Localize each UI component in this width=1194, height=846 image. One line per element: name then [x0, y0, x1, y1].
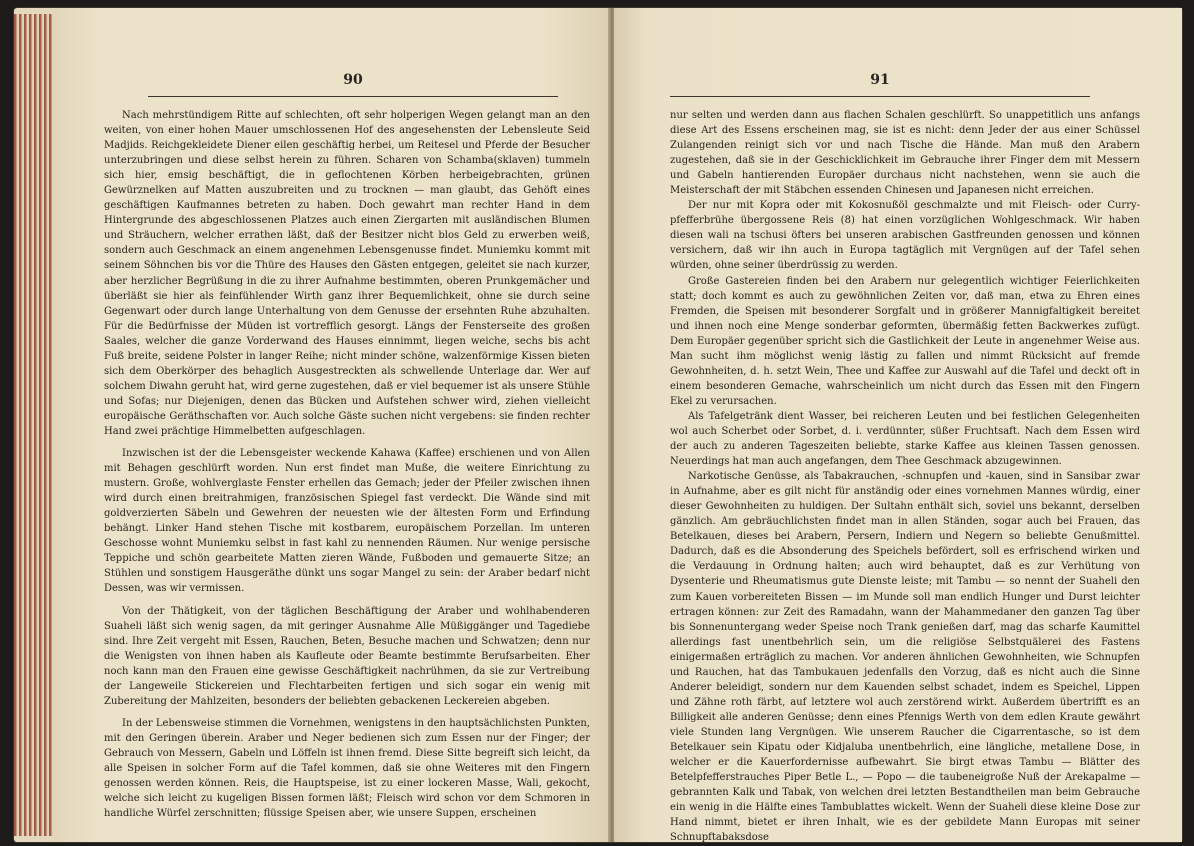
- paragraph: Nach mehrstündigem Ritte auf schlechten, oft sehr holperigen Wegen gelangt man an den weiten, von einer hohen Mauer umschlossenen Hof des angesehensten der Lebensleute Seid Madjids. Reichgekleidete Diener eilen geschäftig herbei, um Reitesel und Pferde der Besucher unterzubringen und diese selbst herein zu führen. Scharen von Schamba(sklaven) tummeln sich hier, emsig beschäftigt, die in geflochtenen Körben herbeigebrachten, grünen Gewürznelken auf Matten auszubreiten und zu trocknen — man glaubt, das Gehöft eines geschäftigen Kaufmannes betreten zu haben. Doch gewahrt man rechter Hand in dem Hintergrunde des abgeschlossenen Platzes auch einen Ziergarten mit ausländischen Blumen und Sträuchern, welcher errathen läßt, daß der Besitzer nicht blos Geld zu erwerben weiß, sondern auch Geschmack an einem angenehmen Lebensgenusse findet. Muniemku kommt mit seinem Söhnchen bis vor die Thüre des Hauses den Gästen entgegen, geleitet sie nach kurzer, aber herzlicher Begrüßung in die zu ihrer Aufnahme bestimmten, oberen Prunkgemächer und überläßt sie hier als feinfühlender Wirth ganz ihrer Bequemlichkeit, ohne sie durch seine Gegenwart oder durch lange Unterhaltung von dem Genusse der ersehnten Ruhe abzuhalten. Für die Bedürfnisse der Müden ist vortrefflich gesorgt. Längs der Fensterseite des großen Saales, welcher die ganze Vorderwand des Hauses einnimmt, liegen weiche, sechs bis acht Fuß breite, seidene Polster in langer Reihe; nicht minder schöne, walzenförmige Kissen bieten sich dem Oberkörper des behaglich Ausgestreckten als schwellende Unterlage dar. Wer auf solchem Diwahn geruht hat, wird gerne zugestehen, daß er viel bequemer ist als unsere Stühle und Sofas; nur Diejenigen, denen das Bücken und Aufstehen schwer wird, ziehen vielleicht europäische Geräthschaften vor. Auch solche Gäste suchen nicht vergebens: sie finden rechter Hand zwei prächtige Himmelbetten aufgeschlagen.: [104, 110, 590, 437]
- paragraph: In der Lebensweise stimmen die Vornehmen, wenigstens in den hauptsächlichsten Punkten, mit den Geringen überein. Araber und Neger bedienen sich zum Essen nur der Finger; der Gebrauch von Messern, Gabeln und Löffeln ist ihnen fremd. Diese Sitte begreift sich leicht, da alle Speisen in solcher Form auf die Tafel kommen, daß sie ohne Weiteres mit den Fingern genossen werden können. Reis, die Hauptspeise, ist zu einer lockeren Masse, Wali, gekocht, welche sich leicht zu kugeligen Bissen formen läßt; Fleisch wird schon vor dem Schmoren in handliche Würfel zerschnitten; flüssige Speisen aber, wie unsere Suppen, erscheinen: [104, 717, 590, 820]
- paragraph: Der nur mit Kopra oder mit Kokosnußöl geschmalzte und mit Fleisch- oder Curry-pfefferbrühe übergossene Reis (8) hat einen vorzüglichen Wohlgeschmack. Wir haben diesen wali na tschusi öfters bei unseren arabischen Gastfreunden genossen und können versichern, daß wir ihn auch in Europa tagtäglich mit Vergnügen auf der Tafel sehen würden, ohne seiner überdrüssig zu werden.: [670, 200, 1140, 272]
- header-rule: [148, 96, 558, 97]
- paragraph: Narkotische Genüsse, als Tabakrauchen, -schnupfen und -kauen, sind in Sansibar zwar in Aufnahme, aber es gilt nicht für anständig oder eines vornehmen Mannes würdig, einer dieser Gewohnheiten zu huldigen. Der Sultahn enthält sich, soviel uns bekannt, derselben gänzlich. Am gebräuchlichsten findet man in allen Ständen, sogar auch bei Frauen, das Betelkauen, dieses bei Arabern, Persern, Indiern und Negern so beliebte Genußmittel. Dadurch, daß es die Absonderung des Speichels befördert, soll es erfrischend wirken und die Verdauung in Ordnung halten; auch wird behauptet, daß es zur Verhütung von Dysenterie und Rheumatismus gute Dienste leiste; mit Tambu — so nennt der Suaheli den zum Kauen vorbereiteten Bissen — im Munde soll man endlich Hunger und Durst leichter ertragen können: zur Zeit des Ramadahn, wann der Mahammedaner den ganzen Tag über bis Sonnenuntergang weder Speise noch Trank genießen darf, mag das scharfe Kaumittel allerdings fast unentbehrlich sein, um die religiöse Selbstquälerei des Fastens einigermaßen erträglich zu machen. Vor anderen ähnlichen Gewohnheiten, wie Schnupfen und Rauchen, hat das Tambukauen jedenfalls den Vorzug, daß es nicht auch die Sinne Anderer beleidigt, sondern nur dem Kauenden selbst schadet, indem es Speichel, Lippen und Zähne roth färbt, auf letztere wol auch zerstörend wirkt. Außerdem übertrifft es an Billigkeit alle anderen Genüsse; denn eines Pfennigs Werth von dem edlen Kraute gewährt viele Stunden lang Vergnügen. Wie unserem Raucher die Cigarrentasche, so ist dem Betelkauer sein Kipatu oder Kidjaluba unentbehrlich, eine längliche, metallene Dose, in welcher er die Kauerfordernisse aufbewahrt. Sie birgt etwas Tambu — Blätter des Betelpfefferstrauches Piper Betle L., — Popo — die taubeneigroße Nuß der Arekapalme — gebrannten Kalk und Tabak, von welchen drei letzten Bestandtheilen man beim Gebrauche ein wenig in die Hälfte eines Tambublattes wickelt. Wenn der Suaheli diese kleine Dose zur Hand nimmt, bietet er ihren Inhalt, wie es der gebildete Mann Europas mit seiner Schnupftabaksdose: [670, 471, 1140, 844]
- paragraph: Große Gastereien finden bei den Arabern nur gelegentlich wichtiger Feierlichkeiten statt; doch kommt es auch zu gewöhnlichen Zeiten vor, daß man, etwa zu Ehren eines Fremden, die Speisen mit besonderer Sorgfalt und in größerer Mannigfaltigkeit bereitet und ihnen noch eine Menge sonderbar geformten, übermäßig fetten Backwerkes zufügt. Dem Europäer gegenüber spricht sich die Gastlichkeit der Leute in angenehmer Weise aus. Man sucht ihm möglichst wenig lästig zu fallen und nimmt Rücksicht auf fremde Gewohnheiten, d. h. setzt Wein, Thee und Kaffee zur Auswahl auf die Tafel und deckt oft in einem besonderen Gemache, wahrscheinlich um nicht durch das Essen mit den Fingern Ekel zu verursachen.: [670, 275, 1140, 407]
- left-page: [54, 8, 610, 842]
- header-rule: [670, 96, 1090, 97]
- left-page-text: [104, 108, 590, 821]
- paragraph: Als Tafelgetränk dient Wasser, bei reicheren Leuten und bei festlichen Gelegenheiten wol auch Scherbet oder Sorbet, d. i. verdünnter, süßer Fruchtsaft. Nach dem Essen wird der auch zu anderen Tageszeiten beliebte, starke Kaffee aus kleinen Tassen genossen. Neuerdings hat man auch angefangen, dem Thee Geschmack abzugewinnen.: [670, 410, 1140, 468]
- right-page-number: 91: [870, 72, 890, 88]
- paragraph: nur selten und werden dann aus flachen Schalen geschlürft. So unappetitlich uns anfangs diese Art des Essens erscheinen mag, sie ist es nicht: denn Jeder der aus einer Schüssel Zulangenden reinigt sich vor und nach Tische die Hände. Man muß den Arabern zugestehen, daß sie in der Geschicklichkeit im Gebrauche ihrer Finger dem mit Messern und Gabeln hantierenden Europäer durchaus nicht nachstehen, wenn sie auch die Meisterschaft der mit Stäbchen essenden Chinesen und Japanesen nicht erreichen.: [670, 110, 1140, 197]
- right-page: [614, 8, 1182, 842]
- right-page-text: [670, 108, 1140, 845]
- book-spread: [14, 8, 1182, 842]
- right-page-header: [670, 72, 1090, 88]
- page-edges: [14, 14, 54, 836]
- paragraph: Von der Thätigkeit, von der täglichen Beschäftigung der Araber und wohlhabenderen Suaheli läßt sich wenig sagen, da mit geringer Ausnahme Alle Müßiggänger und Tagediebe sind. Ihre Zeit vergeht mit Essen, Rauchen, Beten, Besuche machen und Schwatzen; denn nur die Wenigsten von ihnen haben als Kaufleute oder Beamte bestimmte Berufsarbeiten. Eher noch kann man den Frauen eine gewisse Geschäftigkeit nachrühmen, da sie zur Vertreibung der Langeweile Stickereien und Flechtarbeiten fertigen und sich sogar ein wenig mit Zubereitung der Mahlzeiten, besonders der beliebten gebackenen Leckereien abgeben.: [104, 605, 590, 707]
- left-page-number: 90: [343, 72, 363, 88]
- paragraph: Inzwischen ist der die Lebensgeister weckende Kahawa (Kaffee) erschienen und von Allen mit Behagen geschlürft worden. Nun erst findet man Muße, die weitere Einrichtung zu mustern. Große, wohlverglaste Fenster erhellen das Gemach; jeder der Pfeiler zwischen ihnen wird durch einen breitrahmigen, französischen Spiegel fast verdeckt. Die Wände sind mit goldverzierten Säbeln und Gewehren der neuesten wie der ältesten Form und Erfindung behängt. Linker Hand stehen Tische mit kostbarem, europäischem Porzellan. Im unteren Geschosse wohnt Muniemku selbst in fast kahl zu nennenden Räumen. Nur wenige persische Teppiche und schön gearbeitete Matten zieren Wände, Fußboden und gemauerte Sitze; an Stühlen und sonstigem Hausgeräthe dünkt uns sogar Mangel zu sein: der Araber bedarf nicht Dessen, was wir vermissen.: [104, 448, 590, 595]
- left-page-header: [148, 72, 558, 88]
